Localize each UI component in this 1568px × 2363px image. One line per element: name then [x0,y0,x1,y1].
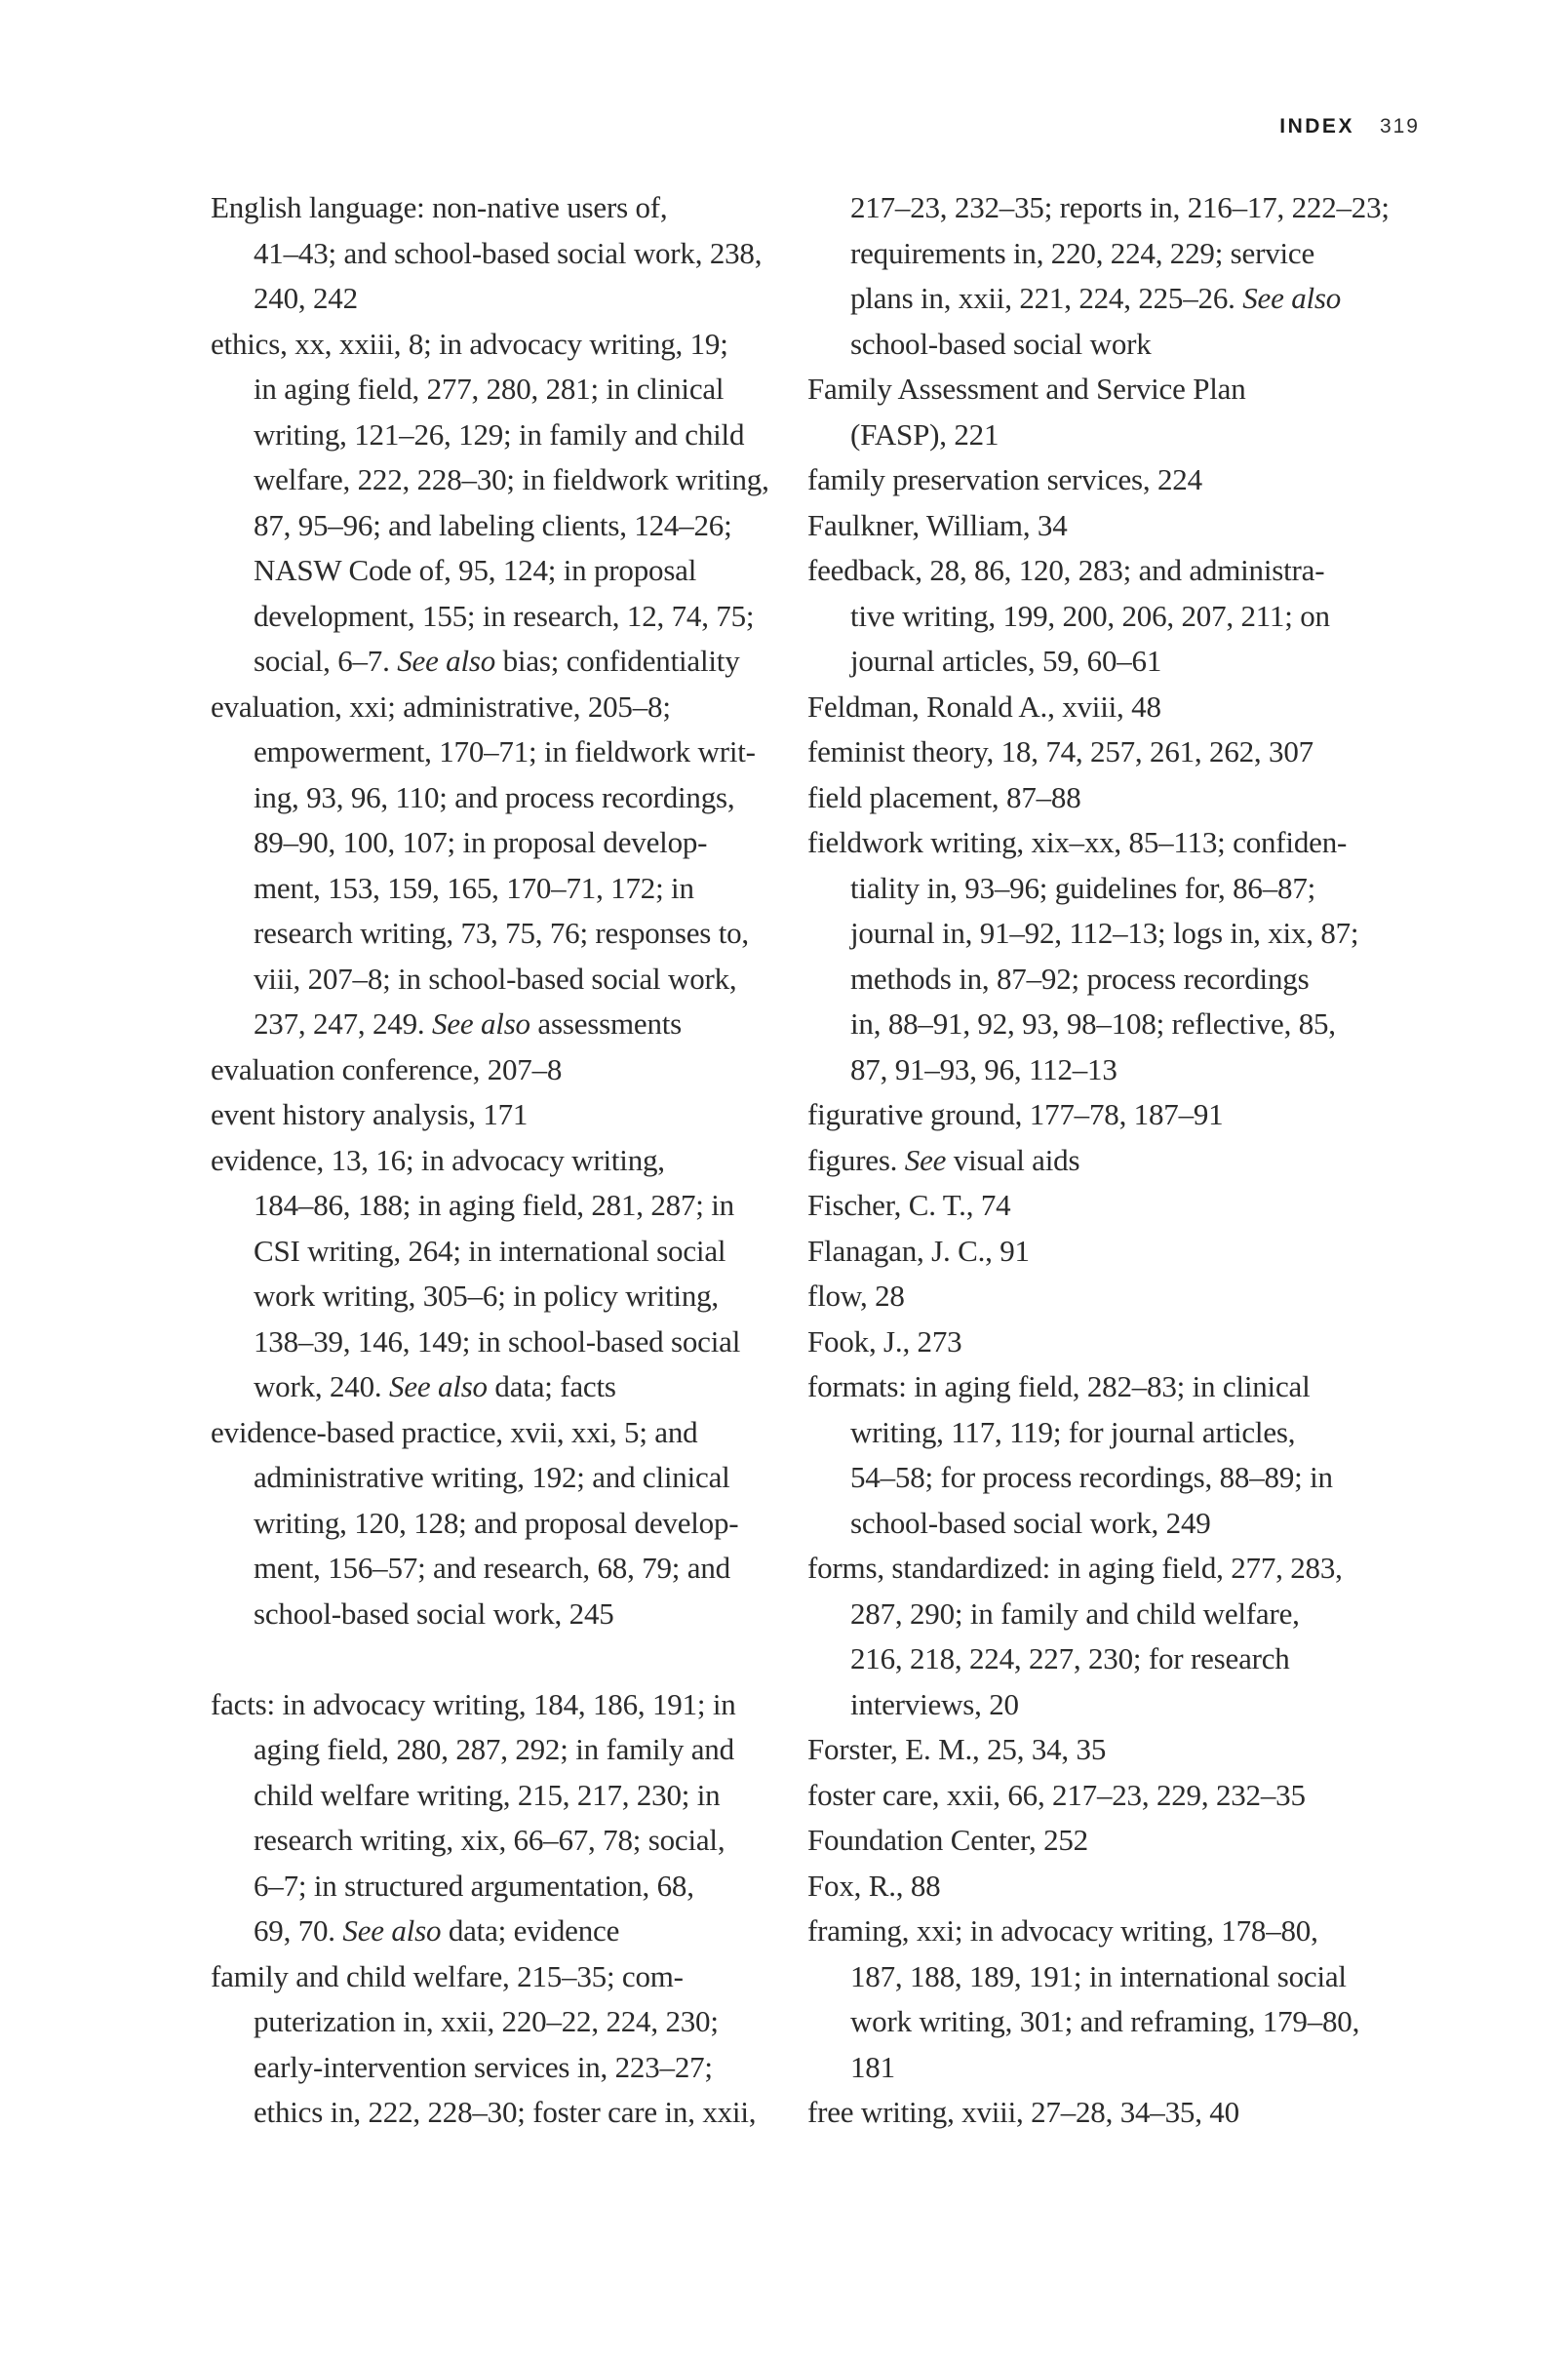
entry-text: formats: in aging field, 282–83; in clinical [807,1369,1311,1403]
entry-text: early-intervention services in, 223–27; [254,2049,713,2084]
entry-text: 184–86, 188; in aging field, 281, 287; in [254,1188,734,1222]
index-entry [807,1864,1420,1910]
entry-text: writing, 121–26, 129; in family and child [254,416,745,452]
index-entry-line [211,639,807,685]
index-entry [807,1727,1420,1773]
index-entry [807,1909,1420,2090]
index-entry [807,1183,1420,1229]
index-entry-line [211,1909,807,1954]
index-entry-line [211,1682,807,1728]
cross-reference-italic: See also [432,1006,530,1041]
entry-text: 216, 218, 224, 227, 230; for research [850,1641,1290,1675]
entry-text: data; facts [487,1369,616,1403]
entry-text: feminist theory, 18, 74, 257, 261, 262, 307 [807,734,1313,768]
entry-text: school-based social work [850,326,1152,361]
index-entry-line [211,503,807,549]
index-entry [807,1229,1420,1275]
index-entry-line [807,322,1420,368]
index-entry-line [211,457,807,503]
entry-text: bias; confidentiality [495,644,740,678]
index-entry [807,1818,1420,1864]
index-entry-line [211,1773,807,1819]
index-entry-line [211,1592,807,1637]
index-entry [807,1092,1420,1138]
index-entry-line [807,413,1420,458]
index-entry-line [211,685,807,730]
index-entry-line [807,1410,1420,1456]
entry-text: visual aids [946,1142,1080,1177]
entry-text: in, 88–91, 92, 93, 98–108; reflective, 85, [850,1006,1336,1041]
index-entry-line [807,1319,1420,1365]
index-entry-line [211,548,807,594]
index-entry-line [807,1501,1420,1547]
index-entry-line [807,457,1420,503]
entry-text: school-based social work, 249 [850,1505,1211,1540]
entry-text: journal in, 91–92, 112–13; logs in, xix, 87; [850,916,1359,950]
index-entry-line [211,1319,807,1365]
index-entry [211,685,807,1047]
index-entry [807,775,1420,821]
entry-text: 87, 91–93, 96, 112–13 [850,1051,1117,1086]
entry-text: writing, 120, 128; and proposal develop- [254,1505,739,1540]
index-entry [807,1138,1420,1184]
entry-text: foster care, xxii, 66, 217–23, 229, 232–35 [807,1777,1306,1812]
index-entry-line [807,1002,1420,1047]
entry-text: facts: in advocacy writing, 184, 186, 191; in [211,1686,736,1721]
index-entry-line [211,1954,807,2000]
entry-text: event history analysis, 171 [211,1097,529,1131]
entry-text: tive writing, 199, 200, 206, 207, 211; on [850,598,1330,633]
index-entry-line [211,276,807,322]
index-entry [807,185,1420,367]
index-entry-line [807,594,1420,640]
entry-text: Forster, E. M., 25, 34, 35 [807,1732,1107,1766]
index-entry-line [807,957,1420,1003]
entry-text: evidence-based practice, xvii, xxi, 5; and [211,1414,698,1449]
index-entry-line [211,1002,807,1047]
index-entry-line [211,322,807,368]
index-entry [807,1319,1420,1365]
entry-text: 87, 95–96; and labeling clients, 124–26; [254,507,732,542]
index-entry-line [211,866,807,912]
index-entry [211,1092,807,1138]
entry-text: in aging field, 277, 280, 281; in clinical [254,372,725,406]
index-entry-line [807,1274,1420,1319]
entry-text: research writing, xix, 66–67, 78; social, [254,1823,725,1857]
entry-text: Feldman, Ronald A., xviii, 48 [807,689,1161,724]
header-index-label: INDEX [1279,115,1354,138]
index-entry-line [211,1047,807,1093]
index-entry [807,1274,1420,1319]
index-entry-line [807,503,1420,549]
entry-text: work writing, 301; and reframing, 179–80, [850,2004,1360,2038]
page-header [1279,115,1420,138]
index-entry-line [807,2090,1420,2136]
entry-text: 54–58; for process recordings, 88–89; in [850,1460,1333,1494]
entry-text: 181 [850,2049,895,2084]
entry-text: Fook, J., 273 [807,1323,962,1359]
entry-text: (FASP), 221 [850,416,1000,452]
cross-reference-italic: See [904,1142,947,1177]
index-column-left [211,185,807,2136]
index-entry-line [211,1455,807,1501]
entry-text: field placement, 87–88 [807,779,1081,814]
cross-reference-italic: See also [389,1369,488,1403]
entry-text: requirements in, 220, 224, 229; service [850,235,1315,270]
index-entry-line [807,639,1420,685]
index-entry-line [807,685,1420,730]
cross-reference-italic: See also [1242,281,1342,315]
entry-text: free writing, xviii, 27–28, 34–35, 40 [807,2095,1239,2129]
entry-text: Flanagan, J. C., 91 [807,1233,1030,1268]
entry-text: evaluation conference, 207–8 [211,1051,563,1086]
index-entry-line [211,1274,807,1319]
index-entry-line [807,1592,1420,1637]
cross-reference-italic: See also [397,644,496,678]
index-entry-line [807,2045,1420,2091]
index-entry-line [807,1138,1420,1184]
index-entry [807,820,1420,1092]
index-entry-line [807,1909,1420,1954]
entry-text: empowerment, 170–71; in fieldwork writ- [254,734,756,768]
index-entry-line [211,775,807,821]
entry-text: fieldwork writing, xix–xx, 85–113; confiden- [807,825,1348,859]
entry-text: 138–39, 146, 149; in school-based social [254,1323,741,1359]
index-entry [807,1546,1420,1727]
index-entry [807,729,1420,775]
index-entry-line [211,820,807,866]
entry-text: English language: non-native users of, [211,190,668,224]
entry-text: CSI writing, 264; in international social [254,1233,726,1268]
entry-text: welfare, 222, 228–30; in fieldwork writing, [254,462,769,496]
index-entry [807,367,1420,457]
index-entry-line [807,1455,1420,1501]
entry-text: puterization in, xxii, 220–22, 224, 230; [254,2004,719,2038]
index-entry-line [807,1954,1420,2000]
index-entry [807,2090,1420,2136]
index-entry-line [807,231,1420,277]
entry-text: 237, 247, 249. [254,1006,433,1041]
index-entry-line [807,185,1420,231]
entry-text: evidence, 13, 16; in advocacy writing, [211,1142,665,1177]
entry-text: work, 240. [254,1369,390,1403]
entry-text: research writing, 73, 75, 76; responses to, [254,916,749,950]
entry-text: child welfare writing, 215, 217, 230; in [254,1777,721,1812]
entry-text: interviews, 20 [850,1686,1019,1721]
index-entry-line [211,231,807,277]
index-entry-line [211,1999,807,2045]
index-entry-line [211,1546,807,1592]
entry-text: ment, 153, 159, 165, 170–71, 172; in [254,870,694,905]
entry-text: flow, 28 [807,1279,905,1313]
entry-text: work writing, 305–6; in policy writing, [254,1279,719,1313]
entry-text: 69, 70. [254,1913,343,1948]
entry-text: figures. [807,1142,905,1177]
index-entry-line [211,957,807,1003]
entry-text: 6–7; in structured argumentation, 68, [254,1868,694,1903]
index-entry-line [807,1818,1420,1864]
index-entry [807,1773,1420,1819]
index-entry [211,322,807,685]
entry-text: data; evidence [441,1913,620,1948]
entry-text: ethics, xx, xxiii, 8; in advocacy writing, 19; [211,326,728,361]
entry-text: ment, 156–57; and research, 68, 79; and [254,1551,730,1585]
entry-text: journal articles, 59, 60–61 [850,644,1162,678]
entry-text: framing, xxi; in advocacy writing, 178–80, [807,1913,1318,1948]
index-entry-line [211,729,807,775]
index-entry-line [807,1864,1420,1910]
entry-text: 287, 290; in family and child welfare, [850,1595,1300,1631]
index-entry-line [807,1727,1420,1773]
index-entry-line [211,1818,807,1864]
index-entry-line [211,594,807,640]
entry-text: Fox, R., 88 [807,1868,941,1903]
index-entry-line [807,729,1420,775]
cross-reference-italic: See also [342,1913,442,1948]
entry-text: figurative ground, 177–78, 187–91 [807,1097,1224,1131]
index-entry [211,185,807,322]
index-entry [807,685,1420,730]
entry-text: development, 155; in research, 12, 74, 75; [254,598,755,633]
index-entry-line [807,1636,1420,1682]
index-entry-line [211,1229,807,1275]
index-entry [211,1954,807,2136]
index-entry-line [807,1682,1420,1728]
entry-text: family preservation services, 224 [807,462,1202,496]
index-entry-line [807,276,1420,322]
entry-text: NASW Code of, 95, 124; in proposal [254,553,697,587]
index-entry-line [807,866,1420,912]
index-entry [807,457,1420,503]
index-entry-line [807,1546,1420,1592]
index-entry [211,1682,807,1954]
entry-text: forms, standardized: in aging field, 277, 283, [807,1551,1343,1585]
index-entry-line [807,1047,1420,1093]
index-entry-line [807,820,1420,866]
index-entry-line [211,1092,807,1138]
index-entry-line [211,185,807,231]
index-entry-line [211,1864,807,1910]
index-entry [807,503,1420,549]
index-entry-line [211,1727,807,1773]
index-entry-line [807,1183,1420,1229]
entry-text: writing, 117, 119; for journal articles, [850,1414,1296,1449]
entry-text: school-based social work, 245 [254,1595,614,1631]
entry-text: feedback, 28, 86, 120, 283; and administra- [807,553,1325,587]
index-entry [211,1410,807,1637]
index-entry [211,1047,807,1093]
index-column-right [807,185,1420,2136]
entry-text: evaluation, xxi; administrative, 205–8; [211,689,671,724]
entry-text: Fischer, C. T., 74 [807,1188,1011,1222]
index-entry-line [807,775,1420,821]
entry-text: Foundation Center, 252 [807,1823,1088,1857]
entry-text: Faulkner, William, 34 [807,507,1068,542]
entry-text: 41–43; and school-based social work, 238, [254,235,763,270]
index-entry-line [807,911,1420,957]
entry-text: 240, 242 [254,281,358,315]
entry-text: Family Assessment and Service Plan [807,372,1246,406]
index-entry-line [807,1364,1420,1410]
index-entry-line [807,1092,1420,1138]
header-page-number: 319 [1379,115,1420,138]
entry-text: 187, 188, 189, 191; in international social [850,1958,1347,1993]
entry-text: 89–90, 100, 107; in proposal develop- [254,825,708,859]
index-entry-line [211,1364,807,1410]
index-entry-line [807,1773,1420,1819]
index-entry-line [211,1183,807,1229]
entry-text: viii, 207–8; in school-based social work, [254,961,737,996]
index-entry-line [807,548,1420,594]
entry-text: family and child welfare, 215–35; com- [211,1958,684,1993]
index-entry-line [211,911,807,957]
entry-text: ethics in, 222, 228–30; foster care in, xxii, [254,2095,757,2129]
entry-text: plans in, xxii, 221, 224, 225–26. [850,281,1243,315]
index-entry-line [807,367,1420,413]
entry-text: aging field, 280, 287, 292; in family and [254,1732,734,1766]
index-entry-line [211,367,807,413]
index-entry-line [807,1999,1420,2045]
index-entry-line [211,1501,807,1547]
index-entry-line [211,1138,807,1184]
entry-text: methods in, 87–92; process recordings [850,961,1310,996]
entry-text: assessments [529,1006,683,1041]
index-entry-line [211,413,807,458]
entry-text: tiality in, 93–96; guidelines for, 86–87; [850,870,1316,905]
index-entry [807,548,1420,685]
index-entry-line [211,2090,807,2136]
entry-text: ing, 93, 96, 110; and process recordings, [254,779,735,814]
entry-text: social, 6–7. [254,644,398,678]
index-entry [211,1138,807,1410]
entry-text: 217–23, 232–35; reports in, 216–17, 222–23; [850,190,1390,224]
index-entry-line [807,1229,1420,1275]
index-entry [807,1364,1420,1546]
index-entry-line [211,2045,807,2091]
entry-text: administrative writing, 192; and clinical [254,1460,730,1494]
index-entry-line [211,1410,807,1456]
